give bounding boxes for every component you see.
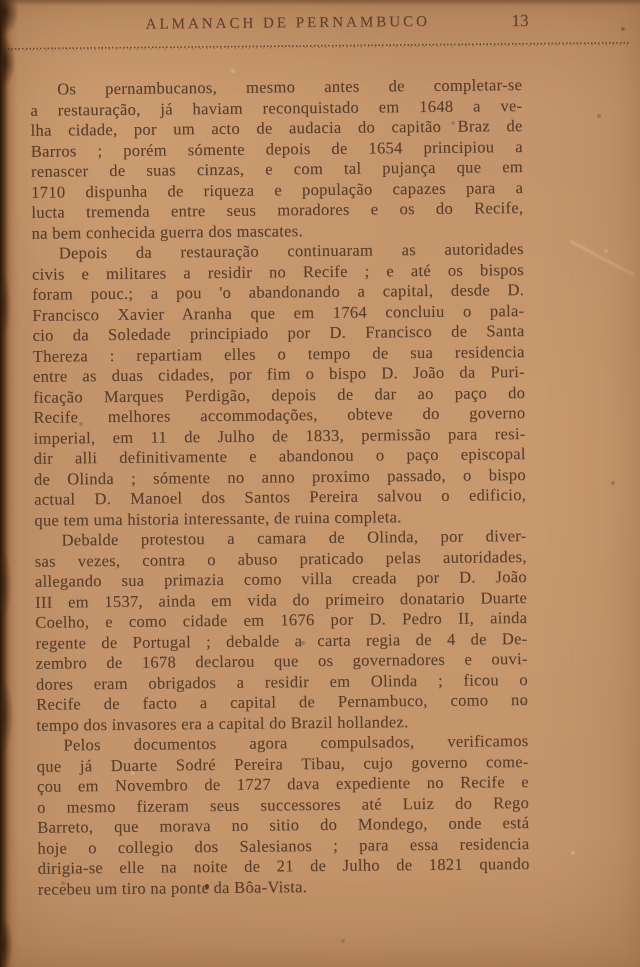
running-header-title: ALMANACH DE PERNAMBUCO (145, 13, 431, 33)
text-line: civis e militares a residir no Recife ; e até os bispos (31, 259, 525, 284)
text-line: ficação Marques Perdigão, depois de dar ao paço do (33, 382, 526, 407)
text-line: lucta tremenda entre seus moradores e os do Recife, (31, 198, 524, 222)
text-line: 1710 dispunha de riqueza e população capazes para a (31, 177, 524, 202)
text-line: entre as duas cidades, por fim o bispo D. João da Puri- (32, 362, 526, 386)
text-line: actual D. Manoel dos Santos Pereira salvou o edificio, (34, 485, 527, 509)
text-line: Debalde protestou a camara de Olinda, por diver- (61, 526, 527, 550)
text-line: o mesmo fizeram seus successores até Luiz do Rego (36, 792, 530, 817)
paragraph (34, 526, 528, 736)
text-line: Depois da restauração continuaram as autoridades (58, 239, 524, 263)
text-line: III em 1537, ainda em vida do primeiro donatario Duarte (35, 587, 528, 612)
text-line: Coelho, e como cidade em 1676 por D. Pedro II, ainda (35, 608, 528, 632)
text-line: imperial, em 11 de Julho de 1833, permissão para resi- (33, 423, 526, 448)
text-line: dir alli definitivamente e abandonou o paço episcopal (33, 444, 526, 468)
paragraph (36, 731, 530, 900)
text-line: renascer de suas cinzas, e com tal pujança que em (30, 157, 524, 181)
page-number: 13 (511, 10, 529, 31)
text-line: zembro de 1678 declarou que os governadores e ouvi- (35, 649, 528, 673)
text-line: regente de Portugal ; debalde a carta regia de 4 de De- (35, 628, 528, 653)
text-line: allegando sua primazia como villa creada por D. João (34, 567, 527, 591)
paragraph (30, 75, 524, 244)
dotted-rule-divider (8, 42, 630, 51)
text-line: que já Duarte Sodré Pereira Tibau, cujo governo come- (36, 751, 529, 776)
text-line: que tem uma historia interessante, de ruina completa. (34, 506, 402, 530)
text-line: lha cidade, por um acto de audacia do capitão Braz de (30, 116, 523, 140)
text-line: Thereza : repartiam elles o tempo de sua residencia (32, 341, 525, 366)
text-line: recebeu um tiro na ponte da Bôa-Vista. (37, 876, 308, 899)
text-line: sas vezes, contra o abuso praticado pelas autoridades, (34, 546, 527, 571)
text-line: na bem conhecida guerra dos mascates. (31, 220, 303, 243)
text-line: Barros ; porém sómente depois de 1654 principiou a (30, 136, 523, 161)
text-line: Francisco Xavier Aranha que em 1764 concluiu o pala- (32, 300, 525, 325)
text-line: dirigia-se elle na noite de 21 de Julho de 1821 quando (37, 854, 530, 878)
page-body (30, 75, 530, 900)
text-line: foram pouc.; a pou 'o abandonando a capital, desde D. (32, 280, 525, 304)
text-line: çou em Novembro de 1727 dava expediente no Recife e (36, 772, 529, 796)
text-line: a restauração, já haviam reconquistado em 1648 a ve- (30, 95, 523, 120)
text-line: tempo dos invasores era a capital do Brazil hollandez. (36, 711, 409, 735)
text-line: Barreto, que morava no sitio do Mondego, onde está (37, 813, 530, 837)
text-line: Os pernambucanos, mesmo antes de completar-se (57, 75, 523, 99)
text-line: Recife melhores accommodações, obteve do governo (33, 403, 526, 427)
paragraph (32, 239, 527, 531)
text-line: cio da Soledade principiado por D. Francisco de Santa (32, 321, 525, 345)
text-line: Recife de facto a capital de Pernambuco, como no (36, 690, 529, 714)
text-line: dores eram obrigados a residir em Olinda ; ficou o (35, 669, 528, 694)
text-line: hoje o collegio dos Salesianos ; para essa residencia (37, 833, 530, 858)
text-line: de Olinda ; sómente no anno proximo passado, o bispo (33, 464, 527, 489)
text-line: Pelos documentos agora compulsados, verificamos (63, 731, 529, 755)
